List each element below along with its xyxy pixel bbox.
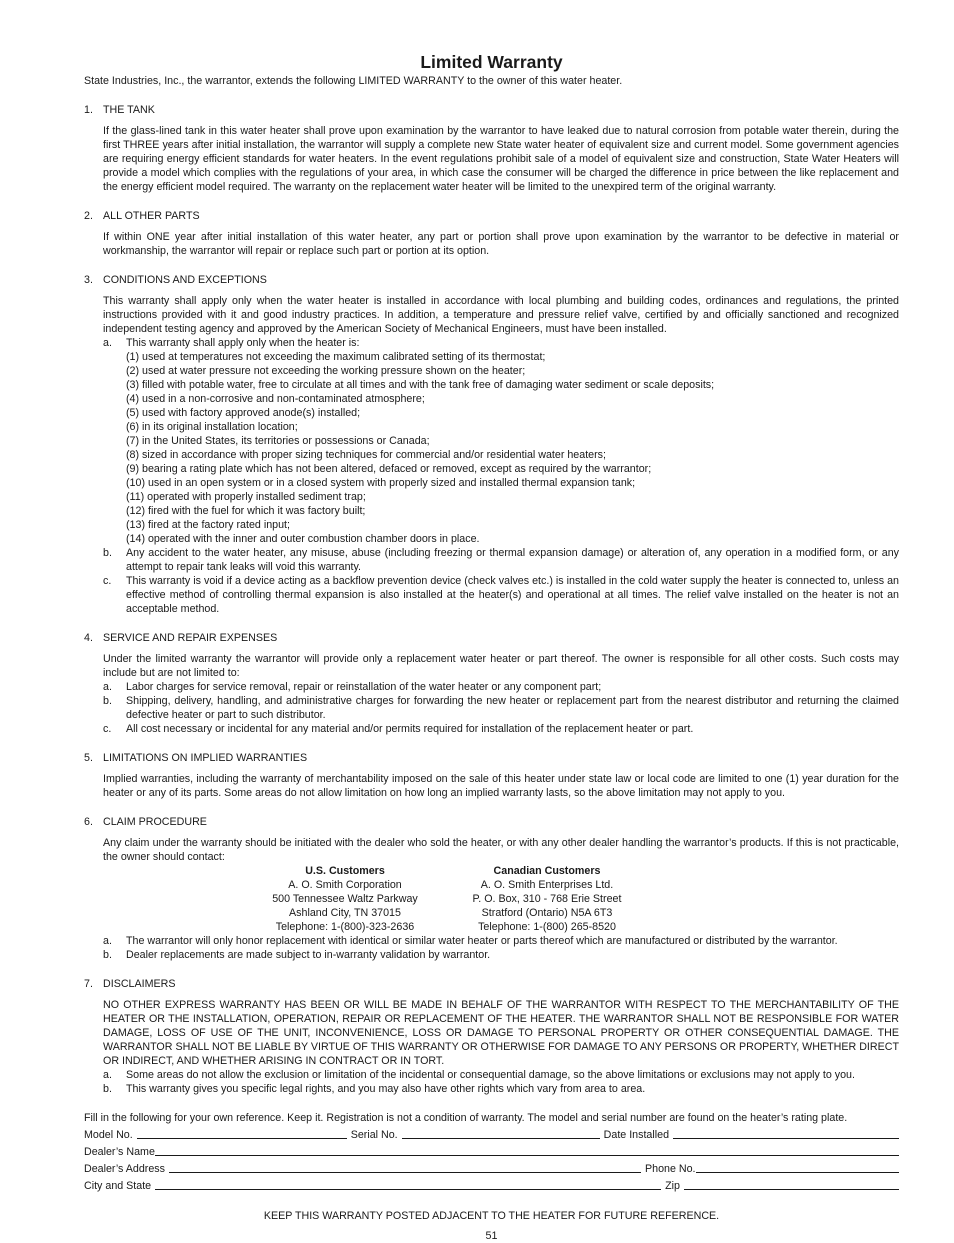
section-body: Under the limited warranty the warrantor will provide only a replacement water heater or part thereof. The owner is responsible for all other costs. Such costs may include but are not limited to: xyxy=(103,653,899,679)
date-installed-field[interactable] xyxy=(673,1138,899,1139)
section-body: Implied warranties, including the warranty of merchantability imposed on the sale of this heater under state law or local code are limited to one (1) year duration for the heater or any of its parts. Some areas do not allow limitation on how long an implied warranty lasts, so the above limitation may not apply to you. xyxy=(103,773,899,799)
canada-contact xyxy=(397,864,697,934)
sub-item xyxy=(84,1068,899,1082)
sub-item-label: a. xyxy=(103,935,112,947)
city-state-label: City and State xyxy=(84,1180,152,1192)
phone-field[interactable] xyxy=(696,1172,899,1173)
condition-item: (8) sized in accordance with proper sizing techniques for commercial and/or residential water heaters; xyxy=(126,449,606,461)
section-number: 7. xyxy=(84,978,93,990)
form-row-dealer-name xyxy=(84,1142,899,1159)
model-field[interactable] xyxy=(137,1138,347,1139)
form-row-city-state xyxy=(84,1176,899,1193)
section-number: 1. xyxy=(84,104,93,116)
contact-line: A. O. Smith Enterprises Ltd. xyxy=(480,879,614,891)
condition-item: (5) used with factory approved anode(s) installed; xyxy=(126,407,361,419)
dealer-address-field[interactable] xyxy=(169,1172,641,1173)
contact-line: Telephone: 1-(800)-323-2636 xyxy=(275,921,415,933)
section-heading xyxy=(84,209,899,223)
sub-item-label: a. xyxy=(103,681,112,693)
dealer-name-field[interactable] xyxy=(155,1155,899,1156)
form-row-dealer-address xyxy=(84,1159,899,1176)
serial-label: Serial No. xyxy=(350,1129,398,1141)
section-number: 3. xyxy=(84,274,93,286)
sub-item-label: a. xyxy=(103,337,112,349)
section-title: CONDITIONS AND EXCEPTIONS xyxy=(103,274,267,286)
section-number: 2. xyxy=(84,210,93,222)
condition-item: (14) operated with the inner and outer combustion chamber doors in place. xyxy=(126,533,480,545)
section-number: 5. xyxy=(84,752,93,764)
sub-item-label: b. xyxy=(103,949,112,961)
section-body: If the glass-lined tank in this water heater shall prove upon examination by the warrantor to have leaked due to natural corrosion from potable water therein, during the first THREE years after initial installation, the warrantor will supply a complete new State water heater of equivalent size and current model. Some government agencies are requiring energy efficient standards for water heaters. In the event regulations prohibit sale of a model of equivalent size and construction, State Water Heaters will provide a model which complies with the regulations of your area, in which case the consumer will be charged the difference in price between the like replacement and the energy efficient model required. The warranty on the replacement water heater will be limited to the unexpired term of the original warranty. xyxy=(103,125,899,193)
contact-heading: Canadian Customers xyxy=(493,865,601,877)
condition-item: (2) used at water pressure not exceeding the working pressure shown on the heater; xyxy=(126,365,526,377)
section-heading xyxy=(84,103,899,117)
section-title: DISCLAIMERS xyxy=(103,978,176,990)
page-number: 51 xyxy=(485,1230,498,1242)
zip-label: Zip xyxy=(665,1180,680,1192)
condition-item: (6) in its original installation location; xyxy=(126,421,298,433)
section-title: THE TANK xyxy=(103,104,155,116)
contact-line: Ashland City, TN 37015 xyxy=(289,907,401,919)
sub-item xyxy=(84,680,899,694)
contact-line: 500 Tennessee Waltz Parkway xyxy=(272,893,418,905)
section-body: Any claim under the warranty should be initiated with the dealer who sold the heater, or with any other dealer handling the warrantor’s products. If this is not practicable, the owner should contact: xyxy=(103,837,899,863)
condition-item: (11) operated with properly installed sediment trap; xyxy=(126,491,366,503)
section-heading xyxy=(84,751,899,765)
model-label: Model No. xyxy=(84,1129,133,1141)
sub-item-label: b. xyxy=(103,1083,112,1095)
sub-item xyxy=(84,934,899,948)
condition-item: (3) filled with potable water, free to circulate at all times and with the tank free of damaging water sediment or scale deposits; xyxy=(126,379,715,391)
dealer-address-label: Dealer’s Address xyxy=(84,1163,165,1175)
zip-field[interactable] xyxy=(684,1189,899,1190)
contact-line: Telephone: 1-(800) 265-8520 xyxy=(478,921,616,933)
sub-item-label: b. xyxy=(103,547,112,559)
sub-item-text: The warrantor will only honor replacement with identical or similar water heater or parts thereof which are manufactured or distributed by the warrantor. xyxy=(126,935,838,947)
sub-item xyxy=(84,948,899,962)
fillin-note: Fill in the following for your own reference. Keep it. Registration is not a condition of warranty. The model and serial number are found on the heater’s rating plate. xyxy=(84,1112,848,1124)
section-title: ALL OTHER PARTS xyxy=(103,210,200,222)
condition-item: (12) fired with the fuel for which it was factory built; xyxy=(126,505,366,517)
city-state-field[interactable] xyxy=(155,1189,661,1190)
section-heading xyxy=(84,273,899,287)
section-title: CLAIM PROCEDURE xyxy=(103,816,207,828)
warranty-sections xyxy=(84,103,899,1096)
condition-item: (9) bearing a rating plate which has not been altered, defaced or removed, except as required by the warrantor; xyxy=(126,463,652,475)
phone-label: Phone No. xyxy=(645,1163,696,1175)
sub-item-text: Shipping, delivery, handling, and administrative charges for forwarding the new heater or replacement part from the nearest distributor and returning the claimed defective heater or part to such distributor. xyxy=(126,695,899,721)
section-number: 4. xyxy=(84,632,93,644)
sub-item-text: Any accident to the water heater, any misuse, abuse (including freezing or thermal expansion damage) or alteration of, any operation in a modified form, or any attempt to repair tank leaks will void this warranty. xyxy=(126,547,899,573)
sub-item-label: a. xyxy=(103,1069,112,1081)
section-body: NO OTHER EXPRESS WARRANTY HAS BEEN OR WILL BE MADE IN BEHALF OF THE WARRANTOR WITH RESPECT TO THE MERCHANTABILITY OF THE HEATER OR THE INSTALLATION, OPERATION, REPAIR OR REPLACEMENT OF THE HEATER. THE WARRANTOR SHALL NOT BE RESPONSIBLE FOR WATER DAMAGE, LOSS OF USE OF THE UNIT, INCONVENIENCE, LOSS OR DAMAGE TO PERSONAL PROPERTY OR OTHER CONSEQUENTIAL DAMAGE. THE WARRANTOR SHALL NOT BE LIABLE BY VIRTUE OF THIS WARRANTY OR OTHERWISE FOR DAMAGE TO ANY PERSONS OR PROPERTY, WHETHER DIRECT OR INDIRECT, AND WHETHER ARISING IN CONTRACT OR IN TORT. xyxy=(103,999,899,1067)
condition-item: (7) in the United States, its territories or possessions or Canada; xyxy=(126,435,430,447)
section-title: LIMITATIONS ON IMPLIED WARRANTIES xyxy=(103,752,308,764)
warranty-page xyxy=(84,52,899,1243)
sub-item-text: All cost necessary or incidental for any material and/or permits required for installation of the replacement heater or part. xyxy=(126,723,694,735)
sub-item xyxy=(84,1082,899,1096)
sub-item xyxy=(84,546,899,574)
date-installed-label: Date Installed xyxy=(603,1129,670,1141)
condition-item: (1) used at temperatures not exceeding the maximum calibrated setting of its thermostat; xyxy=(126,351,546,363)
sub-item-text: Dealer replacements are made subject to in-warranty validation by warrantor. xyxy=(126,949,491,961)
section-body: This warranty shall apply only when the water heater is installed in accordance with local plumbing and building codes, ordinances and regulations, the printed instructions provided with it and good industry practices. In addition, a temperature and pressure relief valve, certified by and officially sanctioned and recognized independent testing agency and approved by the American Society of Mechanical Engineers, must have been installed. xyxy=(103,295,899,335)
section-heading xyxy=(84,815,899,829)
sub-item-label: b. xyxy=(103,695,112,707)
condition-item: (4) used in a non-corrosive and non-contaminated atmosphere; xyxy=(126,393,425,405)
condition-item: (10) used in an open system or in a closed system with properly sized and installed thermal expansion tank; xyxy=(126,477,636,489)
contact-heading: U.S. Customers xyxy=(305,865,385,877)
sub-item xyxy=(84,694,899,722)
contact-line: P. O. Box, 310 - 768 Erie Street xyxy=(472,893,622,905)
section-heading xyxy=(84,631,899,645)
sub-item-label: c. xyxy=(103,575,112,587)
dealer-name-label: Dealer’s Name xyxy=(84,1146,155,1158)
section-title: SERVICE AND REPAIR EXPENSES xyxy=(103,632,278,644)
page-title: Limited Warranty xyxy=(420,52,563,72)
form-row-model xyxy=(84,1125,899,1142)
sub-item-text: This warranty shall apply only when the heater is: xyxy=(126,337,360,349)
section-number: 6. xyxy=(84,816,93,828)
sub-item xyxy=(84,722,899,736)
section-heading xyxy=(84,977,899,991)
contact-line: A. O. Smith Corporation xyxy=(288,879,402,891)
intro-text: State Industries, Inc., the warrantor, extends the following LIMITED WARRANTY to the owner of this water heater. xyxy=(84,75,623,87)
serial-field[interactable] xyxy=(402,1138,600,1139)
section-body: If within ONE year after initial installation of this water heater, any part or portion shall prove upon examination by the warrantor to be defective in material or workmanship, the warrantor will repair or replace such part or portion at its option. xyxy=(103,231,899,257)
sub-item-text: Some areas do not allow the exclusion or limitation of the incidental or consequential damage, so the above limitations or exclusions may not apply to you. xyxy=(126,1069,855,1081)
keep-notice: KEEP THIS WARRANTY POSTED ADJACENT TO THE HEATER FOR FUTURE REFERENCE. xyxy=(263,1210,720,1222)
sub-item-text: This warranty is void if a device acting as a backflow prevention device (check valves etc.) is installed in the cold water supply the heater is connected to, unless an effective method of controlling thermal expansion is also installed at the heater(s) and operational at all times. The relief valve installed on the heater is not an acceptable method. xyxy=(126,575,899,615)
sub-item-text: This warranty gives you specific legal rights, and you may also have other rights which vary from area to area. xyxy=(126,1083,646,1095)
contact-line: Stratford (Ontario) N5A 6T3 xyxy=(481,907,613,919)
contact-block xyxy=(103,864,899,934)
condition-item: (13) fired at the factory rated input; xyxy=(126,519,290,531)
sub-item-label: c. xyxy=(103,723,112,735)
sub-item xyxy=(84,574,899,616)
sub-item-text: Labor charges for service removal, repair or reinstallation of the water heater or any component part; xyxy=(126,681,602,693)
sub-item xyxy=(84,336,899,350)
